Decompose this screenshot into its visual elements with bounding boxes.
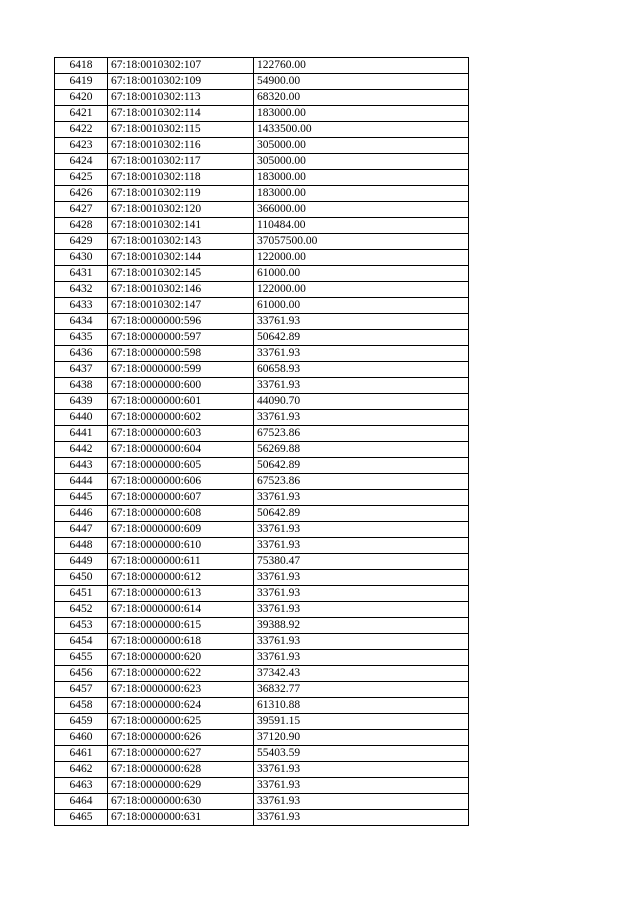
table-row (55, 202, 469, 218)
row-number-cell: 6427 (55, 202, 108, 218)
cadastral-number-cell: 67:18:0000000:624 (108, 698, 254, 714)
cadastral-number-cell: 67:18:0000000:615 (108, 618, 254, 634)
row-number-cell: 6456 (55, 666, 108, 682)
value-cell: 33761.93 (254, 314, 469, 330)
cadastral-number-cell: 67:18:0000000:606 (108, 474, 254, 490)
table-row (55, 778, 469, 794)
table-row (55, 362, 469, 378)
value-cell: 33761.93 (254, 810, 469, 826)
cadastral-number-cell: 67:18:0010302:146 (108, 282, 254, 298)
value-cell: 37342.43 (254, 666, 469, 682)
table-row (55, 634, 469, 650)
cadastral-number-cell: 67:18:0000000:596 (108, 314, 254, 330)
cadastral-number-cell: 67:18:0000000:597 (108, 330, 254, 346)
cadastral-number-cell: 67:18:0000000:604 (108, 442, 254, 458)
table-row (55, 618, 469, 634)
row-number-cell: 6437 (55, 362, 108, 378)
table-row (55, 442, 469, 458)
value-cell: 44090.70 (254, 394, 469, 410)
table-row (55, 650, 469, 666)
table-body (55, 58, 469, 826)
value-cell: 33761.93 (254, 794, 469, 810)
table-row (55, 282, 469, 298)
row-number-cell: 6462 (55, 762, 108, 778)
value-cell: 60658.93 (254, 362, 469, 378)
row-number-cell: 6421 (55, 106, 108, 122)
value-cell: 33761.93 (254, 490, 469, 506)
value-cell: 68320.00 (254, 90, 469, 106)
table-row (55, 410, 469, 426)
row-number-cell: 6461 (55, 746, 108, 762)
value-cell: 33761.93 (254, 634, 469, 650)
cadastral-number-cell: 67:18:0000000:602 (108, 410, 254, 426)
value-cell: 33761.93 (254, 778, 469, 794)
cadastral-number-cell: 67:18:0010302:116 (108, 138, 254, 154)
value-cell: 33761.93 (254, 522, 469, 538)
table-row (55, 570, 469, 586)
value-cell: 55403.59 (254, 746, 469, 762)
table-row (55, 138, 469, 154)
value-cell: 366000.00 (254, 202, 469, 218)
table-row (55, 170, 469, 186)
table-row (55, 314, 469, 330)
table-row (55, 122, 469, 138)
row-number-cell: 6451 (55, 586, 108, 602)
cadastral-number-cell: 67:18:0000000:608 (108, 506, 254, 522)
row-number-cell: 6433 (55, 298, 108, 314)
table-row (55, 666, 469, 682)
cadastral-number-cell: 67:18:0000000:623 (108, 682, 254, 698)
table-row (55, 378, 469, 394)
cadastral-number-cell: 67:18:0010302:143 (108, 234, 254, 250)
table-row (55, 698, 469, 714)
row-number-cell: 6431 (55, 266, 108, 282)
cadastral-number-cell: 67:18:0000000:620 (108, 650, 254, 666)
value-cell: 67523.86 (254, 426, 469, 442)
cadastral-number-cell: 67:18:0000000:599 (108, 362, 254, 378)
cadastral-number-cell: 67:18:0000000:627 (108, 746, 254, 762)
row-number-cell: 6448 (55, 538, 108, 554)
table-row (55, 794, 469, 810)
cadastral-number-cell: 67:18:0000000:628 (108, 762, 254, 778)
row-number-cell: 6418 (55, 58, 108, 74)
row-number-cell: 6457 (55, 682, 108, 698)
row-number-cell: 6435 (55, 330, 108, 346)
value-cell: 122000.00 (254, 250, 469, 266)
table-row (55, 538, 469, 554)
row-number-cell: 6453 (55, 618, 108, 634)
value-cell: 183000.00 (254, 186, 469, 202)
cadastral-number-cell: 67:18:0000000:622 (108, 666, 254, 682)
table-row (55, 346, 469, 362)
cadastral-number-cell: 67:18:0010302:119 (108, 186, 254, 202)
value-cell: 33761.93 (254, 762, 469, 778)
cadastral-number-cell: 67:18:0010302:115 (108, 122, 254, 138)
row-number-cell: 6452 (55, 602, 108, 618)
table-row (55, 714, 469, 730)
cadastral-number-cell: 67:18:0010302:113 (108, 90, 254, 106)
value-cell: 61000.00 (254, 298, 469, 314)
row-number-cell: 6436 (55, 346, 108, 362)
value-cell: 1433500.00 (254, 122, 469, 138)
table-row (55, 394, 469, 410)
cadastral-number-cell: 67:18:0000000:601 (108, 394, 254, 410)
value-cell: 305000.00 (254, 154, 469, 170)
table-row (55, 218, 469, 234)
value-cell: 75380.47 (254, 554, 469, 570)
value-cell: 36832.77 (254, 682, 469, 698)
row-number-cell: 6440 (55, 410, 108, 426)
value-cell: 33761.93 (254, 650, 469, 666)
row-number-cell: 6446 (55, 506, 108, 522)
cadastral-number-cell: 67:18:0000000:629 (108, 778, 254, 794)
cadastral-number-cell: 67:18:0010302:114 (108, 106, 254, 122)
row-number-cell: 6430 (55, 250, 108, 266)
cadastral-number-cell: 67:18:0000000:610 (108, 538, 254, 554)
row-number-cell: 6449 (55, 554, 108, 570)
row-number-cell: 6434 (55, 314, 108, 330)
value-cell: 37120.90 (254, 730, 469, 746)
cadastral-number-cell: 67:18:0010302:107 (108, 58, 254, 74)
table-row (55, 602, 469, 618)
cadastral-number-cell: 67:18:0000000:612 (108, 570, 254, 586)
table-row (55, 522, 469, 538)
row-number-cell: 6460 (55, 730, 108, 746)
cadastral-number-cell: 67:18:0010302:145 (108, 266, 254, 282)
value-cell: 33761.93 (254, 410, 469, 426)
value-cell: 61310.88 (254, 698, 469, 714)
row-number-cell: 6425 (55, 170, 108, 186)
table-row (55, 490, 469, 506)
cadastral-number-cell: 67:18:0000000:600 (108, 378, 254, 394)
value-cell: 33761.93 (254, 586, 469, 602)
cadastral-number-cell: 67:18:0000000:630 (108, 794, 254, 810)
cadastral-number-cell: 67:18:0000000:605 (108, 458, 254, 474)
cadastral-number-cell: 67:18:0010302:147 (108, 298, 254, 314)
value-cell: 39591.15 (254, 714, 469, 730)
table-row (55, 250, 469, 266)
cadastral-number-cell: 67:18:0000000:613 (108, 586, 254, 602)
table-row (55, 506, 469, 522)
cadastral-number-cell: 67:18:0000000:603 (108, 426, 254, 442)
row-number-cell: 6420 (55, 90, 108, 106)
table-row (55, 90, 469, 106)
row-number-cell: 6450 (55, 570, 108, 586)
row-number-cell: 6419 (55, 74, 108, 90)
row-number-cell: 6445 (55, 490, 108, 506)
table-row (55, 74, 469, 90)
parcel-value-table (54, 57, 469, 826)
value-cell: 39388.92 (254, 618, 469, 634)
cadastral-number-cell: 67:18:0010302:141 (108, 218, 254, 234)
cadastral-number-cell: 67:18:0010302:120 (108, 202, 254, 218)
row-number-cell: 6447 (55, 522, 108, 538)
row-number-cell: 6426 (55, 186, 108, 202)
value-cell: 50642.89 (254, 330, 469, 346)
row-number-cell: 6428 (55, 218, 108, 234)
table-row (55, 730, 469, 746)
row-number-cell: 6429 (55, 234, 108, 250)
table-row (55, 810, 469, 826)
row-number-cell: 6438 (55, 378, 108, 394)
value-cell: 110484.00 (254, 218, 469, 234)
value-cell: 50642.89 (254, 506, 469, 522)
cadastral-number-cell: 67:18:0000000:598 (108, 346, 254, 362)
row-number-cell: 6441 (55, 426, 108, 442)
value-cell: 33761.93 (254, 602, 469, 618)
table-row (55, 186, 469, 202)
cadastral-number-cell: 67:18:0000000:631 (108, 810, 254, 826)
table-row (55, 154, 469, 170)
row-number-cell: 6463 (55, 778, 108, 794)
cadastral-number-cell: 67:18:0010302:118 (108, 170, 254, 186)
cadastral-number-cell: 67:18:0010302:144 (108, 250, 254, 266)
table-row (55, 586, 469, 602)
row-number-cell: 6439 (55, 394, 108, 410)
row-number-cell: 6458 (55, 698, 108, 714)
value-cell: 33761.93 (254, 570, 469, 586)
cadastral-number-cell: 67:18:0000000:614 (108, 602, 254, 618)
value-cell: 54900.00 (254, 74, 469, 90)
table-row (55, 298, 469, 314)
value-cell: 61000.00 (254, 266, 469, 282)
value-cell: 56269.88 (254, 442, 469, 458)
value-cell: 37057500.00 (254, 234, 469, 250)
cadastral-number-cell: 67:18:0000000:625 (108, 714, 254, 730)
value-cell: 67523.86 (254, 474, 469, 490)
table-row (55, 330, 469, 346)
row-number-cell: 6422 (55, 122, 108, 138)
table-row (55, 458, 469, 474)
cadastral-number-cell: 67:18:0000000:607 (108, 490, 254, 506)
row-number-cell: 6464 (55, 794, 108, 810)
value-cell: 122760.00 (254, 58, 469, 74)
row-number-cell: 6454 (55, 634, 108, 650)
table-row (55, 682, 469, 698)
table-row (55, 474, 469, 490)
value-cell: 305000.00 (254, 138, 469, 154)
row-number-cell: 6465 (55, 810, 108, 826)
value-cell: 33761.93 (254, 538, 469, 554)
table-row (55, 426, 469, 442)
value-cell: 122000.00 (254, 282, 469, 298)
row-number-cell: 6459 (55, 714, 108, 730)
value-cell: 33761.93 (254, 346, 469, 362)
table-row (55, 234, 469, 250)
cadastral-number-cell: 67:18:0010302:109 (108, 74, 254, 90)
cadastral-number-cell: 67:18:0010302:117 (108, 154, 254, 170)
row-number-cell: 6432 (55, 282, 108, 298)
cadastral-number-cell: 67:18:0000000:609 (108, 522, 254, 538)
value-cell: 33761.93 (254, 378, 469, 394)
table-row (55, 106, 469, 122)
table-row (55, 746, 469, 762)
value-cell: 50642.89 (254, 458, 469, 474)
cadastral-number-cell: 67:18:0000000:626 (108, 730, 254, 746)
row-number-cell: 6424 (55, 154, 108, 170)
cadastral-number-cell: 67:18:0000000:618 (108, 634, 254, 650)
row-number-cell: 6444 (55, 474, 108, 490)
table-row (55, 554, 469, 570)
value-cell: 183000.00 (254, 106, 469, 122)
table-row (55, 762, 469, 778)
row-number-cell: 6442 (55, 442, 108, 458)
row-number-cell: 6423 (55, 138, 108, 154)
value-cell: 183000.00 (254, 170, 469, 186)
row-number-cell: 6443 (55, 458, 108, 474)
row-number-cell: 6455 (55, 650, 108, 666)
table-row (55, 266, 469, 282)
table-row (55, 58, 469, 74)
cadastral-number-cell: 67:18:0000000:611 (108, 554, 254, 570)
